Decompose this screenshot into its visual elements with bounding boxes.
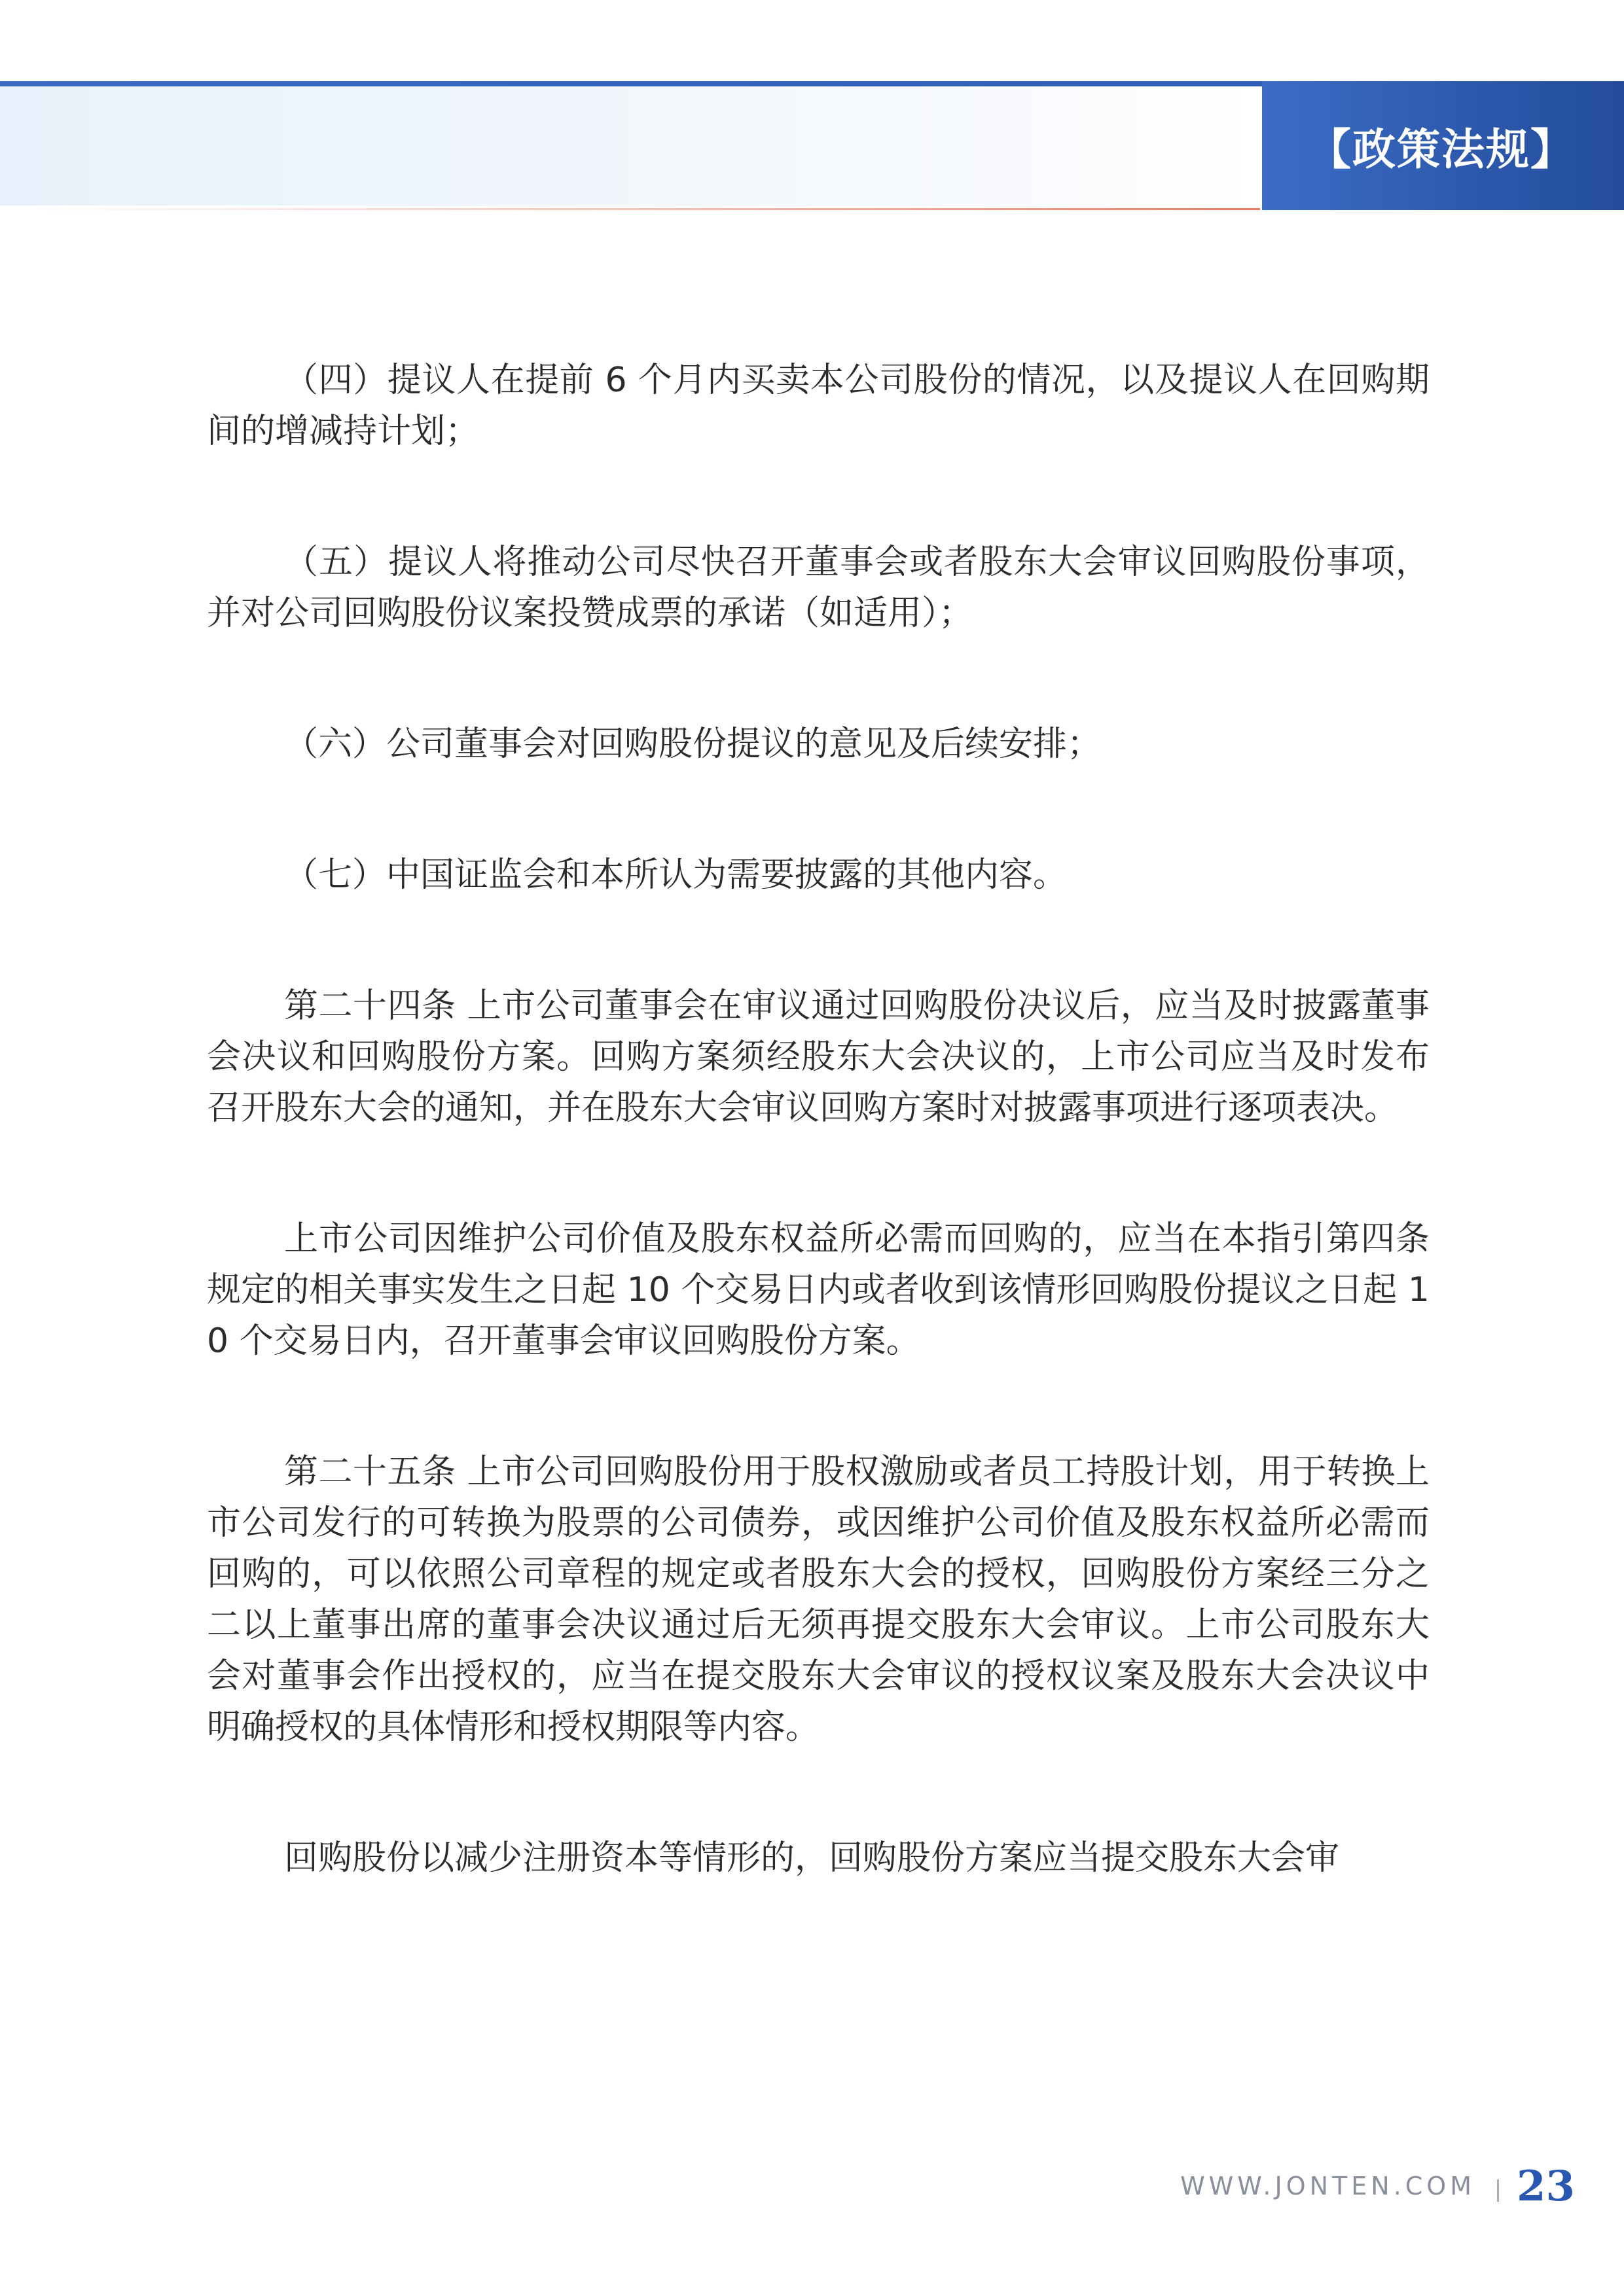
article-body: [207, 355, 1430, 1884]
paragraph-item-4: （四）提议人在提前 6 个月内买卖本公司股份的情况，以及提议人在回购期间的增减持计划；: [207, 361, 1430, 451]
paragraph-article-24-cont: 上市公司因维护公司价值及股东权益所必需而回购的，应当在本指引第四条规定的相关事实发生之日起 10 个交易日内或者收到该情形回购股份提议之日起 10 个交易日内，召开董事会审议回购股份方案。: [207, 1219, 1430, 1361]
paragraph-article-24: 第二十四条 上市公司董事会在审议通过回购股份决议后，应当及时披露董事会决议和回购股份方案。回购方案须经股东大会决议的，上市公司应当及时发布召开股东大会的通知，并在股东大会审议回购方案时对披露事项进行逐项表决。: [207, 986, 1430, 1128]
header-underline: [26, 208, 1260, 210]
header-top-line: [0, 81, 1263, 86]
footer-divider: [1497, 2179, 1499, 2202]
paragraph-item-5: （五）提议人将推动公司尽快召开董事会或者股东大会审议回购股份事项，并对公司回购股份议案投赞成票的承诺（如适用）；: [207, 543, 1430, 633]
section-tag: [1262, 81, 1624, 210]
header-band: [0, 86, 1258, 206]
footer-website: WWW.JONTEN.COM: [1180, 2172, 1475, 2200]
paragraph-item-7: （七）中国证监会和本所认为需要披露的其他内容。: [284, 855, 1068, 895]
page-number: 23: [1517, 2162, 1576, 2211]
section-tag-label: 【政策法规】: [1308, 124, 1575, 175]
paragraph-article-25-cont: 回购股份以减少注册资本等情形的，回购股份方案应当提交股东大会审: [284, 1839, 1340, 1878]
paragraph-item-6: （六）公司董事会对回购股份提议的意见及后续安排；: [284, 725, 1102, 764]
paragraph-article-25: 第二十五条 上市公司回购股份用于股权激励或者员工持股计划，用于转换上市公司发行的可转换为股票的公司债券，或因维护公司价值及股东权益所必需而回购的，可以依照公司章程的规定或者股东大会的授权，回购股份方案经三分之二以上董事出席的董事会决议通过后无须再提交股东大会审议。上市公司股东大会对董事会作出授权的，应当在提交股东大会审议的授权议案及股东大会决议中明确授权的具体情形和授权期限等内容。: [207, 1452, 1430, 1747]
